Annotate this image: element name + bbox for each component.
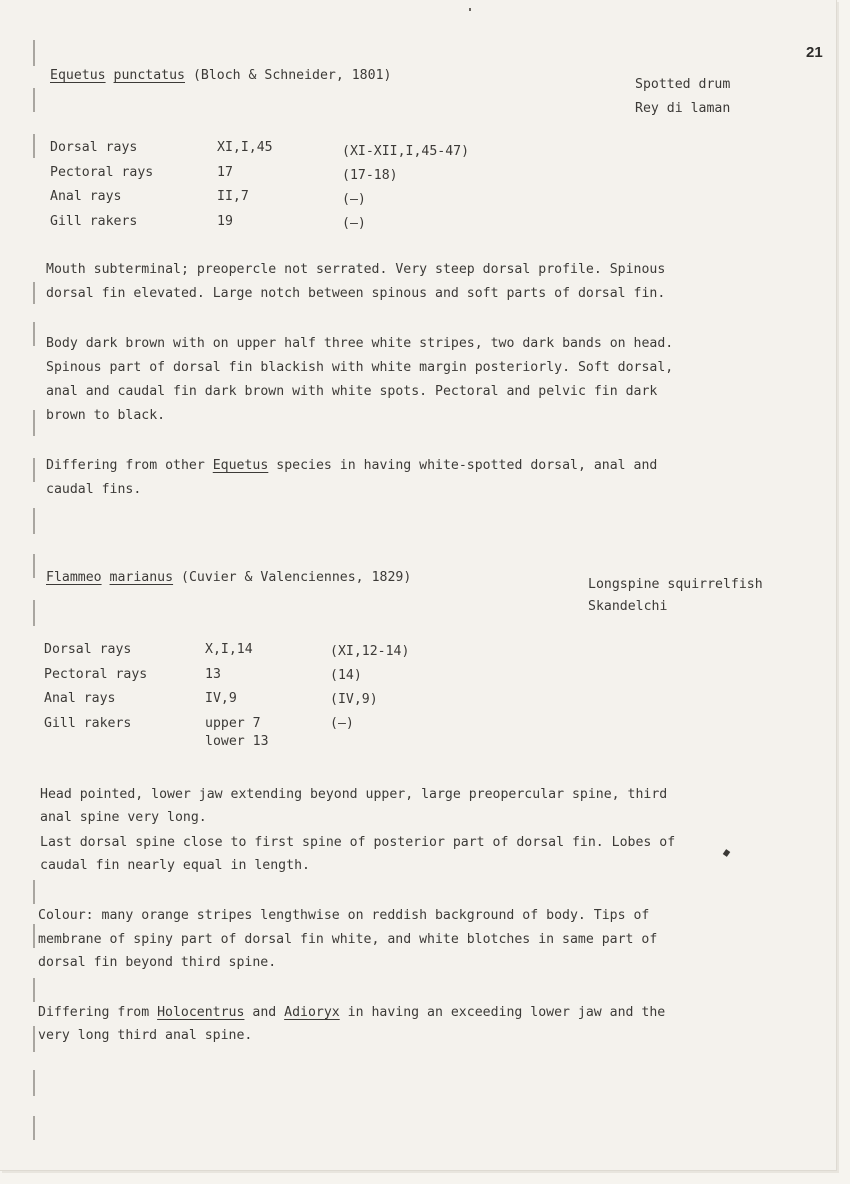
margin-mark (33, 600, 35, 626)
species-authority: (Bloch & Schneider, 1801) (192, 68, 392, 83)
count-range: (IV,9) (330, 692, 378, 707)
count-label: Anal rays (44, 691, 116, 706)
margin-mark (33, 134, 35, 158)
text-line: dorsal fin beyond third spine. (38, 955, 277, 970)
count-label: Pectoral rays (50, 165, 154, 180)
count-value: upper 7 (205, 716, 261, 731)
local-name: Rey di laman (635, 101, 731, 116)
margin-mark (33, 924, 35, 948)
margin-mark (33, 40, 35, 66)
count-value: II,7 (217, 189, 249, 204)
text-line: Last dorsal spine close to first spine of posterior part of dorsal fin. Lobes of (40, 835, 676, 850)
species-name: marianus (109, 570, 174, 585)
count-range: (XI-XII,I,45-47) (342, 144, 470, 159)
count-value: XI,I,45 (217, 140, 273, 155)
genus-reference: Adioryx (284, 1005, 340, 1020)
text-line: very long third anal spine. (38, 1028, 253, 1043)
text-line: Spinous part of dorsal fin blackish with white margin posteriorly. Soft dorsal, (46, 360, 674, 375)
text-line: Differing from other Equetus species in having white-spotted dorsal, anal and (46, 458, 658, 473)
count-label: Gill rakers (44, 716, 132, 731)
species-authority: (Cuvier & Valenciennes, 1829) (181, 570, 412, 585)
margin-mark (33, 554, 35, 578)
genus-name: Equetus (50, 68, 106, 83)
ink-speck (723, 849, 731, 857)
margin-mark (33, 1026, 35, 1052)
margin-mark (33, 880, 35, 904)
genus-reference: Holocentrus (157, 1005, 245, 1020)
local-name: Skandelchi (588, 599, 668, 614)
margin-mark (33, 322, 35, 346)
margin-mark (33, 282, 35, 304)
genus-name: Flammeo (46, 570, 102, 585)
staple-mark (469, 8, 471, 11)
count-range: (—) (342, 216, 366, 231)
common-name: Spotted drum (635, 77, 731, 92)
text-line: dorsal fin elevated. Large notch between spinous and soft parts of dorsal fin. (46, 286, 666, 301)
margin-mark (33, 978, 35, 1002)
text-line: anal and caudal fin dark brown with white spots. Pectoral and pelvic fin dark (46, 384, 658, 399)
text-line: Differing from Holocentrus and Adioryx in having an exceeding lower jaw and the (38, 1005, 666, 1020)
text-line: Mouth subterminal; preopercle not serrated. Very steep dorsal profile. Spinous (46, 262, 666, 277)
margin-mark (33, 458, 35, 482)
text-line: brown to black. (46, 408, 166, 423)
count-value: X,I,14 (205, 642, 253, 657)
species-heading (50, 68, 391, 84)
count-value: 17 (217, 165, 233, 180)
text-line: membrane of spiny part of dorsal fin white, and white blotches in same part of (38, 932, 658, 947)
species-heading (46, 570, 411, 586)
count-label: Dorsal rays (50, 140, 138, 155)
count-label: Anal rays (50, 189, 122, 204)
page-number: 21 (806, 44, 823, 61)
margin-mark (33, 1116, 35, 1140)
genus-reference: Equetus (212, 458, 269, 473)
count-value: 19 (217, 214, 233, 229)
species-name: punctatus (113, 68, 185, 83)
count-value: 13 (205, 667, 221, 682)
margin-mark (33, 508, 35, 534)
margin-mark (33, 1070, 35, 1096)
text-line: Head pointed, lower jaw extending beyond upper, large preopercular spine, third (40, 787, 668, 802)
text-line: Colour: many orange stripes lengthwise on reddish background of body. Tips of (38, 908, 650, 923)
text-line: caudal fin nearly equal in length. (40, 858, 310, 873)
count-label: Gill rakers (50, 214, 138, 229)
count-label: Dorsal rays (44, 642, 132, 657)
count-range: (—) (330, 716, 354, 731)
count-range: (17-18) (342, 168, 398, 183)
text-line: caudal fins. (46, 482, 142, 497)
count-label: Pectoral rays (44, 667, 148, 682)
text-line: anal spine very long. (40, 810, 207, 825)
count-range: (XI,12-14) (330, 644, 410, 659)
count-value: IV,9 (205, 691, 237, 706)
common-name: Longspine squirrelfish (588, 577, 763, 592)
count-range: (14) (330, 668, 362, 683)
margin-mark (33, 410, 35, 436)
count-value: lower 13 (205, 734, 269, 749)
count-range: (—) (342, 192, 366, 207)
text-line: Body dark brown with on upper half three white stripes, two dark bands on head. (46, 336, 674, 351)
margin-mark (33, 88, 35, 112)
